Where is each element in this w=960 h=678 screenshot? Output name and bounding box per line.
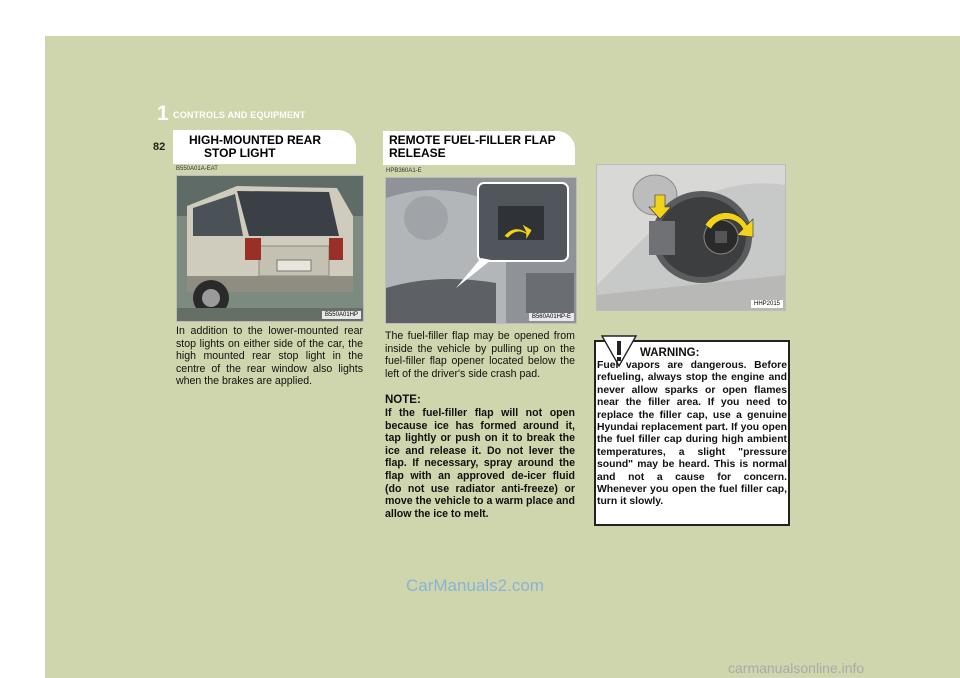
opener-illustration <box>386 178 576 323</box>
note-heading: NOTE: <box>385 394 421 406</box>
warning-text: Fuel vapors are dangerous. Before refueling, always stop the engine and never allow sparks or open flames near the filler area. If you need to replace the filler cap, use a genuine Hyundai replacement part. If you open the fuel filler cap during high ambient temperatures, a slight "pressure sound" may be heard. This is normal and not a cause for concern. Whenever you open the fuel filler cap, turn it slowly. <box>597 360 787 508</box>
figure-code: B550A01HP <box>322 311 361 319</box>
rear-car-photo <box>176 175 364 322</box>
top-white-band <box>0 0 960 36</box>
fuel-cap-photo <box>596 164 786 311</box>
note-text: If the fuel-filler flap will not open because ice has formed around it, tap lightly or push on it to break the ice and release it. Do not lever the flap. If necessary, spray around the flap with an approved de-icer fluid (do not use radiator anti-freeze) or move the vehicle to a warm place and allow the ice to melt. <box>385 407 575 520</box>
figure-code: HHP2015 <box>751 300 783 308</box>
fuel-flap-description: The fuel-filler flap may be opened from inside the vehicle by pulling up on the fuel-filler flap opener located below the left of the driver's side crash pad. <box>385 330 575 380</box>
watermark-top[interactable]: CarManuals2.com <box>406 576 544 595</box>
rear-car-illustration <box>177 176 363 321</box>
interior-opener-photo <box>385 177 577 324</box>
section-code: B550A01A-EAT <box>176 166 218 172</box>
fuel-cap-illustration <box>597 165 785 310</box>
chapter-title: CONTROLS AND EQUIPMENT <box>173 110 306 120</box>
figure-code: B560A01HP-E <box>529 313 574 321</box>
section-code: HPB360A1-E <box>386 168 422 174</box>
section-title-line1: REMOTE FUEL-FILLER FLAP <box>389 133 556 147</box>
section-title-fuel-flap <box>383 131 575 165</box>
page-number: 82 <box>153 141 166 153</box>
warning-title: WARNING: <box>640 347 700 359</box>
stop-light-description: In addition to the lower-mounted rear stop lights on either side of the car, the high mounted rear stop light in the centre of the rear window also lights when the brakes are applied. <box>176 325 363 388</box>
section-title-line2: RELEASE <box>389 146 446 160</box>
section-title-line1: HIGH-MOUNTED REAR <box>189 133 321 147</box>
section-title-line2: STOP LIGHT <box>204 146 276 160</box>
watermark-bottom[interactable]: carmanualsonline.info <box>728 660 865 676</box>
chapter-number: 1 <box>157 102 169 125</box>
section-title-stop-light <box>173 130 356 164</box>
